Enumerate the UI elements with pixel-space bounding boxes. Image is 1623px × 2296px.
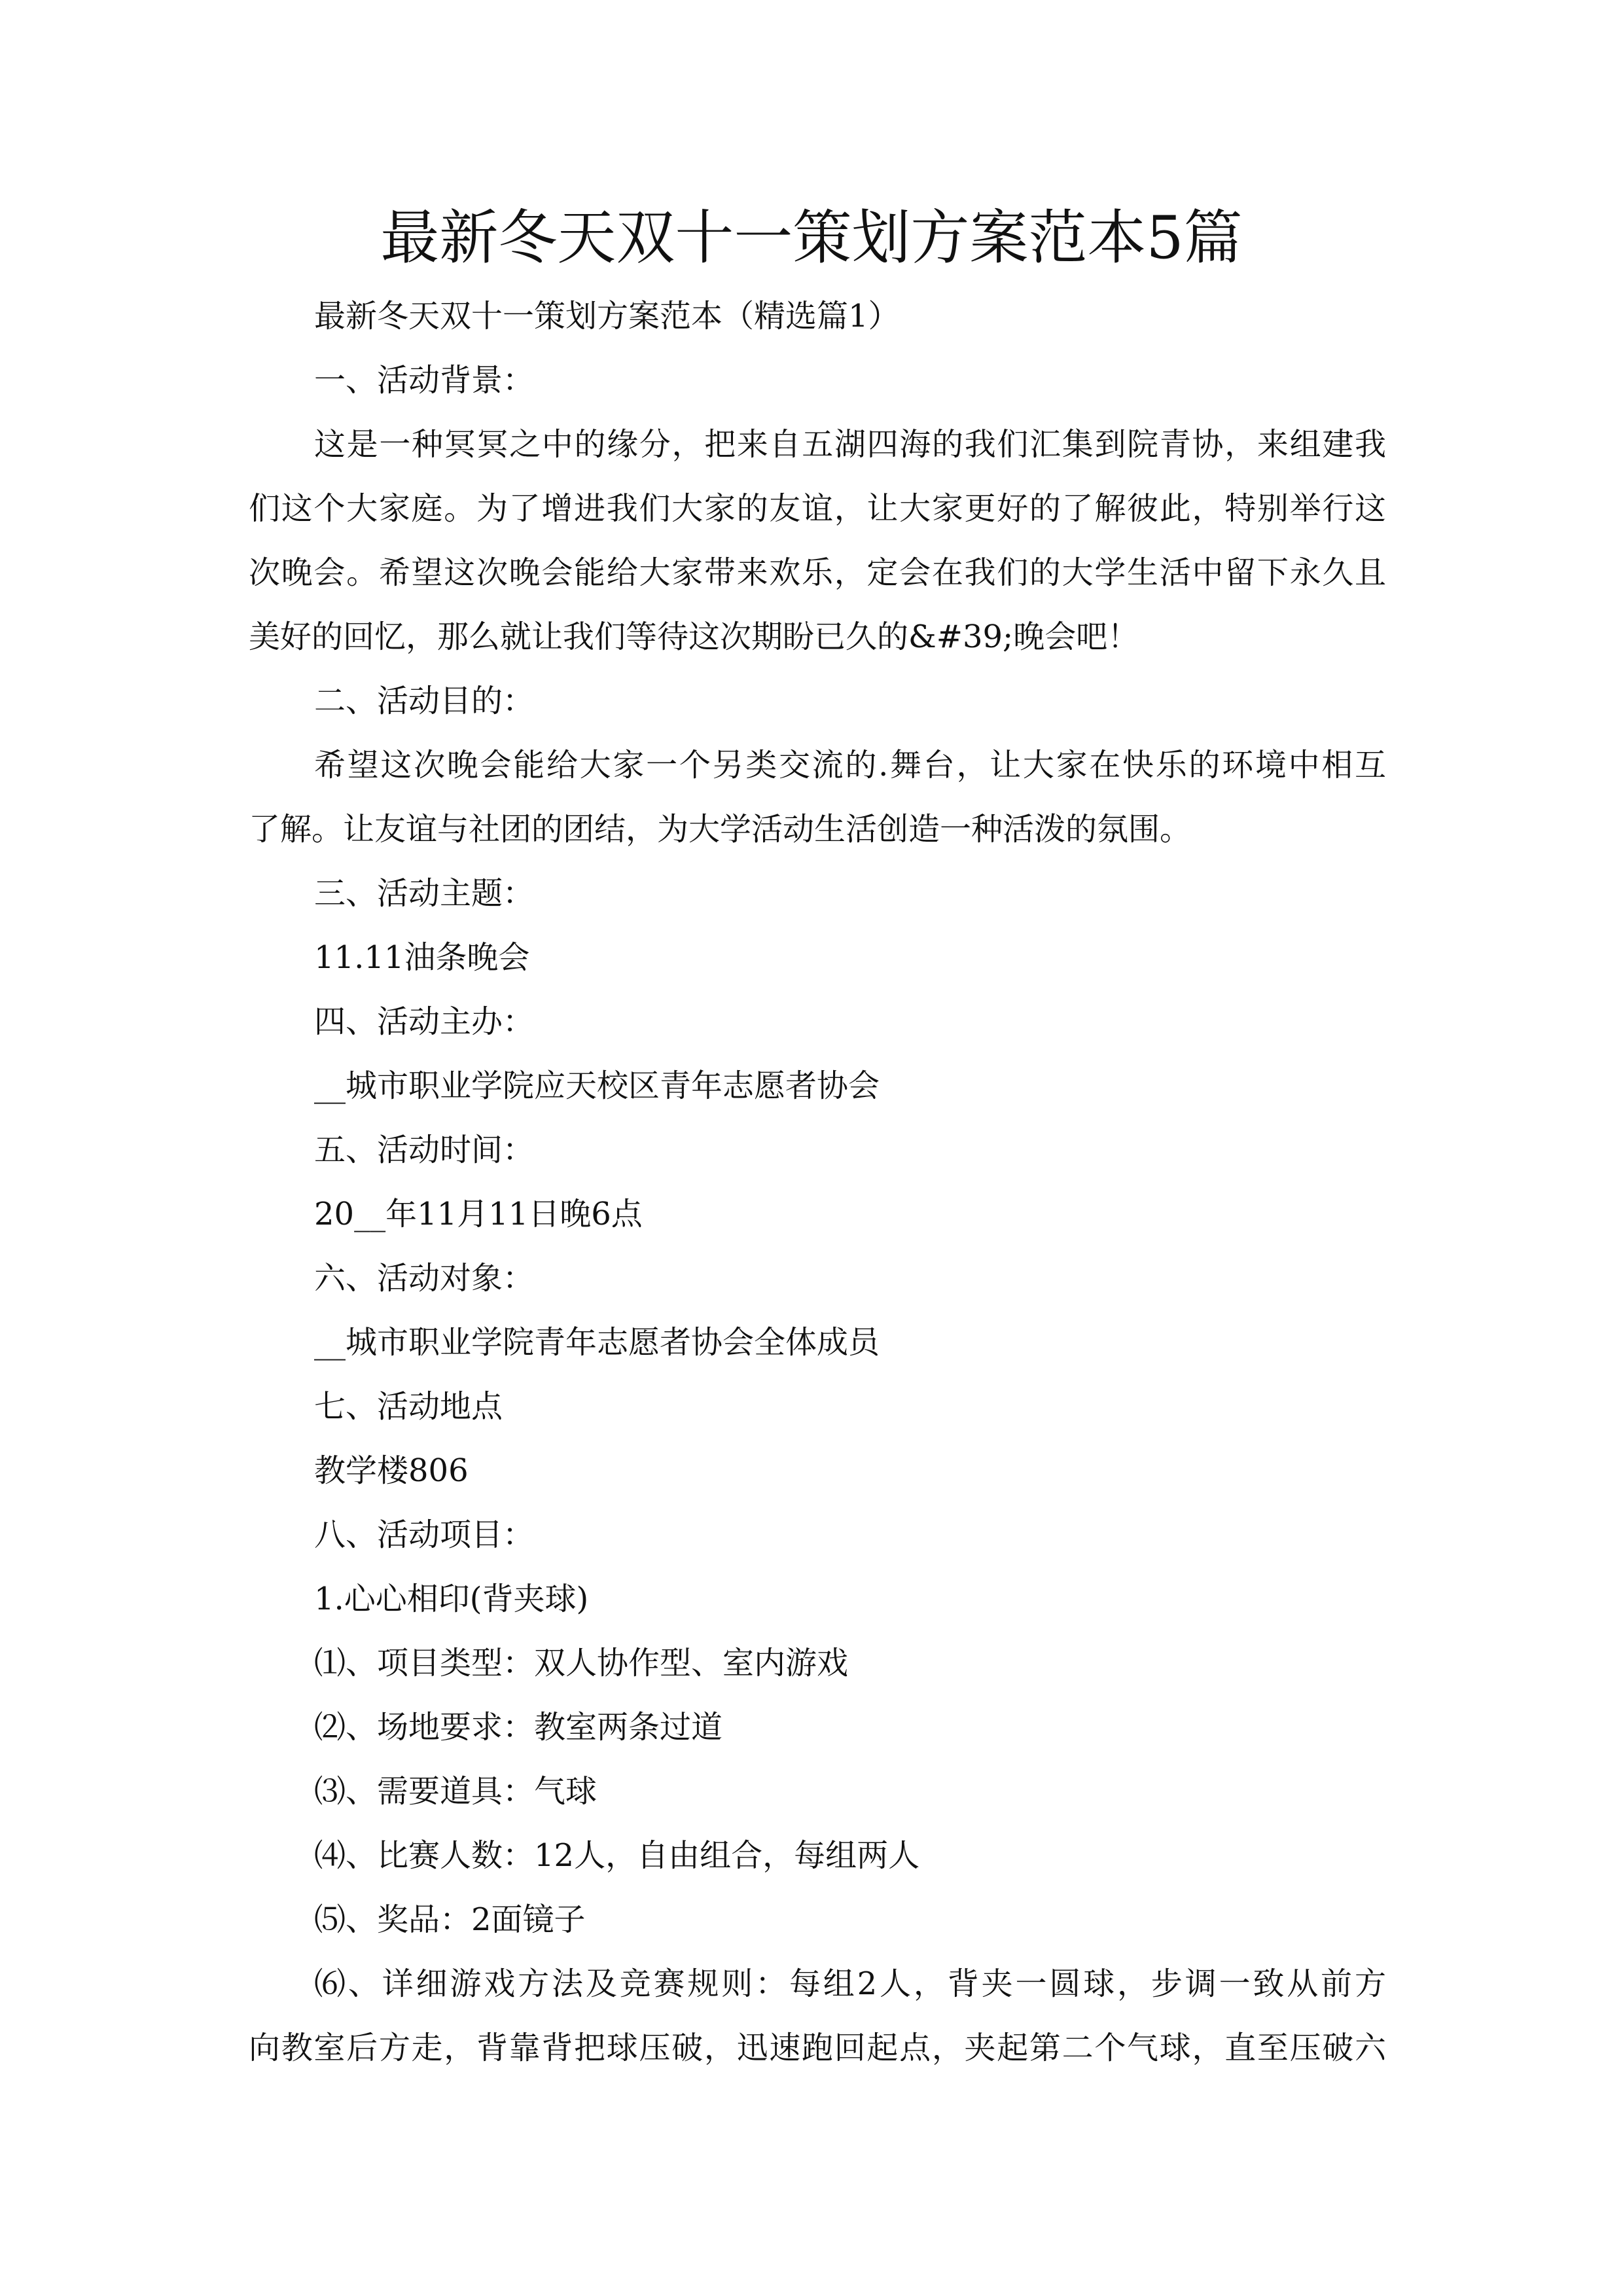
text-line: 们这个大家庭。为了增进我们大家的友谊，让大家更好的了解彼此，特别举行这 — [249, 490, 1386, 527]
text-line: 八、活动项目： — [314, 1516, 535, 1553]
text-line: 五、活动时间： — [314, 1132, 535, 1168]
document-title: 最新冬天双十一策划方案范本5篇 — [380, 204, 1243, 272]
text-line: ⑶、需要道具：气球 — [314, 1773, 597, 1810]
text-line: ⑸、奖品：2面镜子 — [314, 1901, 586, 1938]
text-line: 教学楼806 — [314, 1452, 469, 1489]
text-line: 六、活动对象： — [314, 1260, 535, 1297]
text-line: ⑹、详细游戏方法及竞赛规则：每组2人，背夹一圆球，步调一致从前方 — [314, 1965, 1386, 2002]
text-line: __城市职业学院青年志愿者协会全体成员 — [314, 1324, 880, 1361]
text-line: 三、活动主题： — [314, 875, 535, 912]
text-line: 美好的回忆，那么就让我们等待这次期盼已久的&#39;晚会吧！ — [249, 619, 1139, 655]
text-line: 希望这次晚会能给大家一个另类交流的.舞台，让大家在快乐的环境中相互 — [314, 747, 1386, 783]
text-line: 最新冬天双十一策划方案范本（精选篇1） — [314, 298, 900, 334]
text-line: 向教室后方走，背靠背把球压破，迅速跑回起点，夹起第二个气球，直至压破六 — [249, 2030, 1386, 2066]
text-line: 四、活动主办： — [314, 1003, 535, 1040]
text-line: 11.11油条晚会 — [314, 939, 530, 976]
text-line: 一、活动背景： — [314, 362, 535, 399]
text-line: ⑷、比赛人数：12人，自由组合，每组两人 — [314, 1837, 920, 1874]
text-line: ⑴、项目类型：双人协作型、室内游戏 — [314, 1645, 849, 1681]
text-line: 次晚会。希望这次晚会能给大家带来欢乐，定会在我们的大学生活中留下永久且 — [249, 554, 1386, 591]
text-line: 了解。让友谊与社团的团结，为大学活动生活创造一种活泼的氛围。 — [249, 811, 1192, 848]
text-line: 七、活动地点 — [314, 1388, 503, 1425]
document-body — [249, 284, 1386, 2080]
text-line: 20__年11月11日晚6点 — [314, 1196, 643, 1232]
text-line: 这是一种冥冥之中的缘分，把来自五湖四海的我们汇集到院青协，来组建我 — [314, 426, 1386, 463]
text-line: 二、活动目的： — [314, 683, 535, 719]
text-line: __城市职业学院应天校区青年志愿者协会 — [314, 1067, 880, 1104]
text-line: ⑵、场地要求：教室两条过道 — [314, 1709, 723, 1746]
text-line: 1.心心相印(背夹球) — [314, 1581, 589, 1617]
